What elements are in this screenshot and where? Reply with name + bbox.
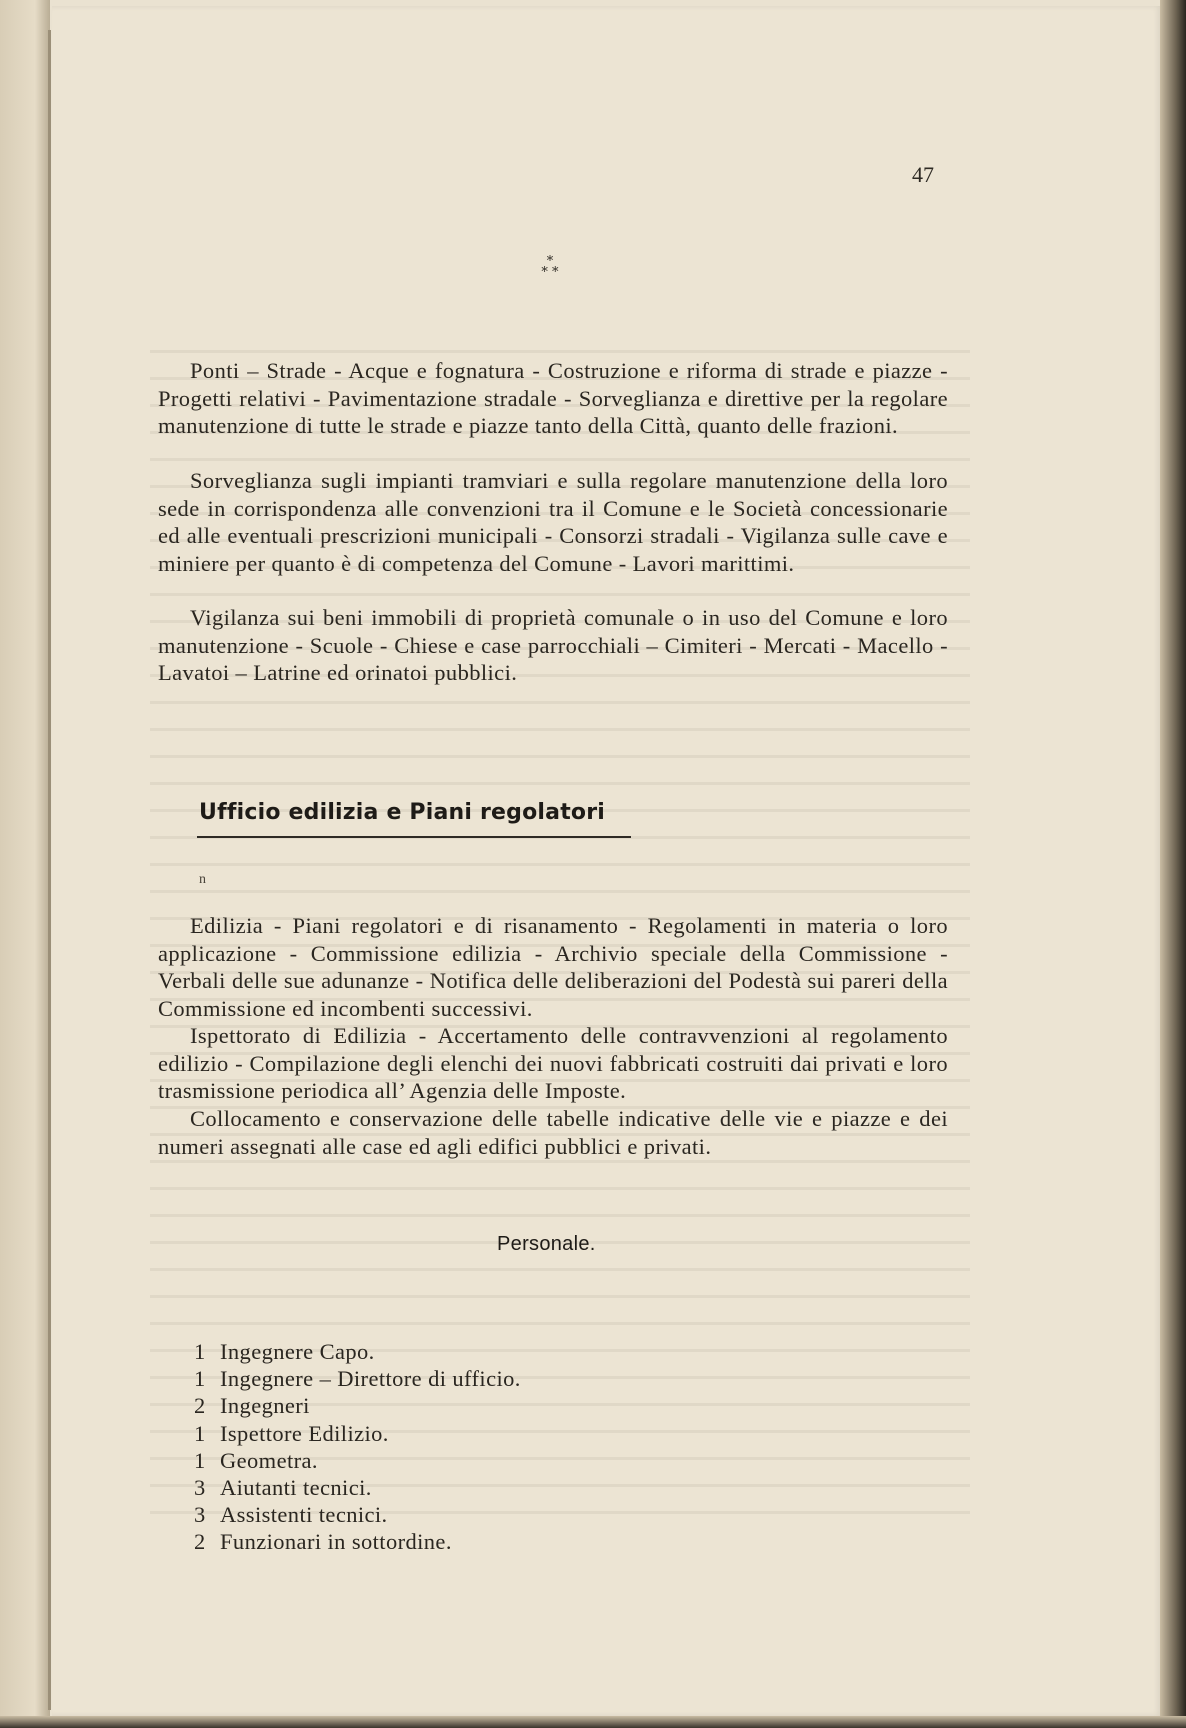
intro-paragraph-1: Ponti – Strade - Acque e fognatura - Costruzione e riforma di strade e piazze - Progetti relativi - Pavimentazione stradale - Sorveglianza e direttive per la regolare manutenzione di tutte le strade e piazze tanto della Città, quanto delle frazioni. — [158, 358, 948, 438]
staff-role: Ispettore Edilizio. — [220, 1420, 389, 1446]
staff-list — [194, 1338, 521, 1556]
staff-count: 3 — [194, 1502, 206, 1528]
staff-count: 1 — [194, 1366, 206, 1392]
staff-count: 1 — [194, 1447, 206, 1473]
section-title-underline — [197, 836, 631, 838]
staff-item — [194, 1501, 521, 1528]
staff-count: 3 — [194, 1475, 206, 1501]
staff-item — [194, 1420, 521, 1447]
staff-count: 1 — [194, 1420, 206, 1446]
book-binding — [48, 30, 51, 1710]
staff-count: 2 — [194, 1529, 206, 1555]
stray-mark: n — [199, 872, 206, 887]
staff-role: Assistenti tecnici. — [220, 1502, 388, 1528]
staff-item — [194, 1528, 521, 1555]
staff-role: Ingegnere Capo. — [220, 1339, 375, 1364]
intro-paragraph-3: Vigilanza sui beni immobili di proprietà comunale o in uso del Comune e loro manutenzione - Scuole - Chiese e case parrocchiali – Cimiteri - Mercati - Macello - Lavatoi – Latrine ed orinatoi pubblici. — [158, 605, 948, 685]
staff-count: 1 — [194, 1339, 206, 1364]
section-title-ufficio-edilizia: Ufficio edilizia e Piani regolatori — [199, 800, 606, 825]
page-edge-shadow — [1160, 0, 1186, 1728]
staff-role: Geometra. — [220, 1447, 318, 1473]
edilizia-paragraph-1: Edilizia - Piani regolatori e di risanamento - Regolamenti in materia o loro applicazione - Commissione edilizia - Archivio speciale della Commissione - Verbali delle sue adunanze - Notifica delle deliberazioni del Podestà sui pareri della Commissione ed incombenti successivi. — [158, 913, 948, 1021]
edilizia-paragraph-3: Collocamento e conservazione delle tabelle indicative delle vie e piazze e dei numeri assegnati alle case ed agli edifici pubblici e privati. — [158, 1106, 948, 1159]
asterism-glyphs: * * * — [541, 254, 559, 280]
asterism — [530, 256, 570, 278]
page-number: 47 — [912, 162, 934, 187]
bottom-edge-shadow — [0, 1716, 1186, 1728]
staff-role: Aiutanti tecnici. — [220, 1475, 372, 1501]
personale-heading: Personale. — [497, 1233, 596, 1255]
staff-count: 2 — [194, 1393, 206, 1419]
staff-item — [194, 1338, 521, 1365]
staff-item — [194, 1392, 521, 1419]
edilizia-paragraph-2: Ispettorato di Edilizia - Accertamento delle contravvenzioni al regolamento edilizio - Compilazione degli elenchi dei nuovi fabbricati costruiti dai privati e loro trasmissione periodica all’ Agenzia delle Imposte. — [158, 1023, 948, 1103]
previous-page-margin — [0, 0, 50, 1728]
intro-paragraph-2: Sorveglianza sugli impianti tramviari e sulla regolare manutenzione della loro sede in corrispondenza alle convenzioni tra il Comune e le Società concessionarie ed alle eventuali prescrizioni municipali - Consorzi stradali - Vigilanza sulle cave e miniere per quanto è di competenza del Comune - Lavori marittimi. — [158, 468, 948, 576]
staff-item — [194, 1474, 521, 1501]
staff-role: Ingegnere – Direttore di ufficio. — [220, 1366, 521, 1392]
staff-item — [194, 1447, 521, 1474]
staff-role: Ingegneri — [220, 1393, 310, 1419]
staff-role: Funzionari in sottordine. — [220, 1529, 452, 1555]
staff-item — [194, 1365, 521, 1392]
